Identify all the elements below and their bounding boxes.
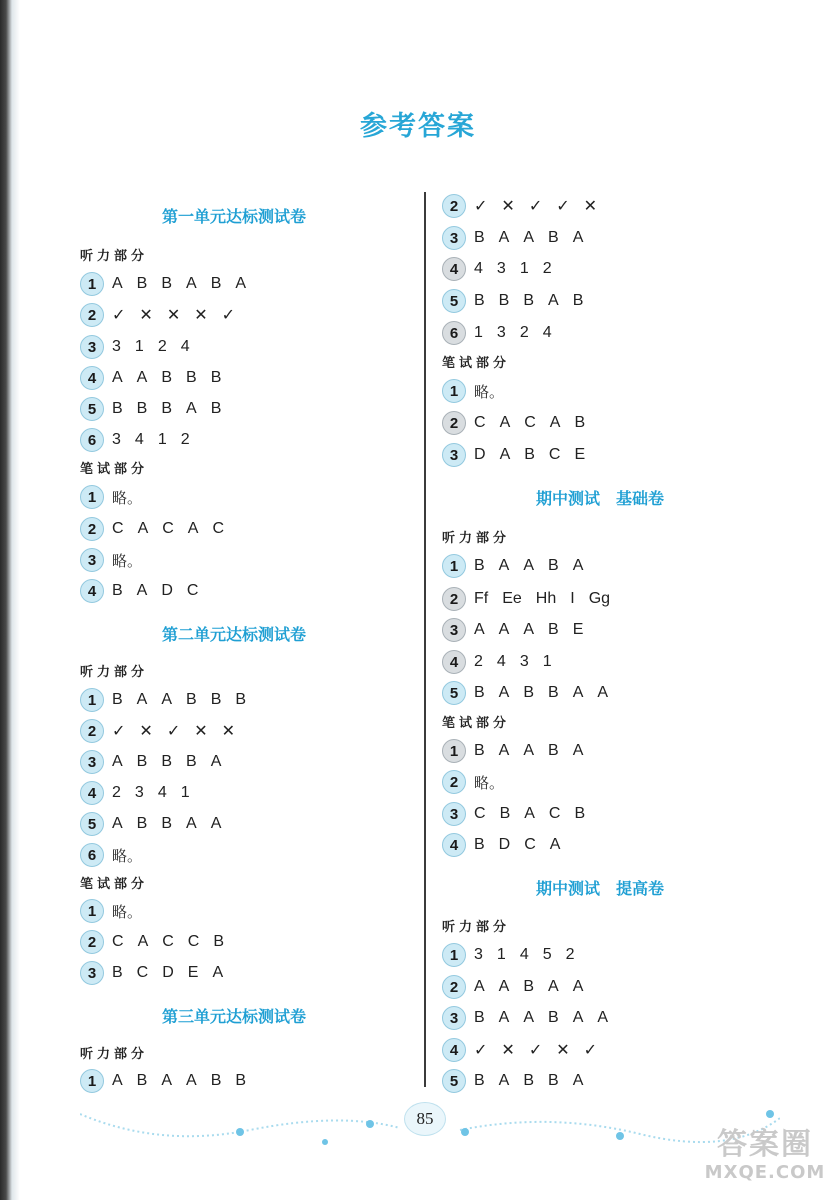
- answer-row: [80, 579, 212, 603]
- answer-text: 略。: [112, 551, 143, 570]
- answer-row: [80, 1069, 260, 1093]
- answer-row: [442, 975, 597, 999]
- question-number: 2: [442, 411, 466, 435]
- question-number: 3: [80, 335, 104, 359]
- answer-row: [80, 781, 204, 805]
- answer-items: A A B B B: [112, 369, 222, 386]
- answer-row: [442, 1069, 597, 1093]
- question-number: 5: [442, 1069, 466, 1093]
- answer-items: C A C A C: [112, 520, 225, 537]
- page-number: 85: [404, 1102, 446, 1136]
- answer-row: [80, 272, 260, 296]
- answer-items: B A A B A: [474, 742, 584, 759]
- answer-items: A B B A A: [112, 815, 222, 832]
- question-number: 4: [80, 579, 104, 603]
- answer-row: [442, 379, 504, 403]
- answer-items: A B B B A: [112, 753, 222, 770]
- answer-items: B A A B A: [474, 229, 584, 246]
- answer-items: B A B B A A: [474, 684, 609, 701]
- watermark: [700, 1128, 830, 1194]
- question-number: 4: [442, 650, 466, 674]
- answer-row: [442, 739, 597, 763]
- answer-row: [442, 587, 624, 611]
- listening-label: 听力部分: [80, 249, 149, 264]
- answer-row: [442, 257, 566, 281]
- question-number: 4: [442, 1038, 466, 1062]
- answer-row: [80, 719, 249, 743]
- question-number: 3: [80, 750, 104, 774]
- answer-row: [442, 411, 599, 435]
- answer-row: [80, 335, 204, 359]
- answer-text: 略。: [112, 488, 143, 507]
- answer-items: C A C A B: [474, 414, 586, 431]
- listening-label: 听力部分: [442, 531, 511, 546]
- answer-row: [442, 226, 597, 250]
- answer-row: [442, 321, 566, 345]
- question-number: 5: [442, 681, 466, 705]
- question-number: 1: [442, 739, 466, 763]
- section-title: 期中测试 提高卷: [536, 879, 665, 898]
- scan-edge: [0, 0, 20, 1200]
- question-number: 5: [80, 812, 104, 836]
- answer-text: 略。: [112, 902, 143, 921]
- question-number: 1: [80, 688, 104, 712]
- listening-label: 听力部分: [80, 1047, 149, 1062]
- section-title: 期中测试 基础卷: [536, 489, 665, 508]
- question-number: 4: [80, 366, 104, 390]
- watermark-logo-text: 答案圈: [717, 1127, 813, 1162]
- answer-row: [80, 688, 260, 712]
- answer-row: [80, 397, 235, 421]
- answer-row: [80, 517, 238, 541]
- question-number: 2: [80, 930, 104, 954]
- answer-items: 4 3 1 2: [474, 260, 552, 277]
- answer-items: 1 3 2 4: [474, 324, 552, 341]
- listening-label: 听力部分: [442, 920, 511, 935]
- question-number: 6: [80, 843, 104, 867]
- section-title: 第三单元达标测试卷: [162, 1007, 307, 1026]
- answer-row: [80, 930, 238, 954]
- listening-label: 听力部分: [80, 665, 149, 680]
- answer-row: [442, 554, 597, 578]
- answer-row: [442, 194, 611, 218]
- section-title: 第一单元达标测试卷: [162, 207, 307, 226]
- question-number: 1: [80, 1069, 104, 1093]
- answer-row: [80, 843, 142, 867]
- answer-items: B B B A B: [474, 292, 584, 309]
- answer-text: 略。: [112, 846, 143, 865]
- answer-row: [80, 548, 142, 572]
- answer-items: ✓ ✕ ✓ ✕ ✕: [112, 723, 236, 740]
- answer-row: [442, 1006, 622, 1030]
- answer-row: [442, 802, 599, 826]
- answer-row: [80, 366, 235, 390]
- answer-items: B A D C: [112, 582, 199, 599]
- answer-row: [442, 943, 589, 967]
- section-title: 第二单元达标测试卷: [162, 625, 307, 644]
- question-number: 1: [80, 272, 104, 296]
- answer-items: B A A B A A: [474, 1009, 609, 1026]
- answer-row: [442, 681, 622, 705]
- column-divider: [424, 192, 426, 1087]
- question-number: 2: [442, 194, 466, 218]
- answer-row: [442, 1038, 611, 1062]
- writing-label: 笔试部分: [442, 716, 511, 731]
- question-number: 1: [442, 554, 466, 578]
- question-number: 1: [442, 943, 466, 967]
- answer-items: B C D E A: [112, 964, 224, 981]
- writing-label: 笔试部分: [80, 462, 149, 477]
- question-number: 3: [442, 618, 466, 642]
- question-number: 3: [442, 226, 466, 250]
- answer-items: A B B A B A: [112, 275, 247, 292]
- answer-row: [80, 899, 142, 923]
- answer-items: B A A B A: [474, 557, 584, 574]
- question-number: 4: [442, 257, 466, 281]
- question-number: 2: [80, 303, 104, 327]
- writing-label: 笔试部分: [80, 877, 149, 892]
- answer-row: [442, 650, 566, 674]
- answer-items: B A B B A: [474, 1072, 584, 1089]
- page-title: 参考答案: [360, 111, 476, 142]
- question-number: 2: [80, 517, 104, 541]
- question-number: 1: [80, 899, 104, 923]
- answer-items: 3 4 1 2: [112, 431, 190, 448]
- answer-row: [442, 618, 597, 642]
- answer-row: [80, 750, 235, 774]
- answer-row: [80, 961, 237, 985]
- answer-items: 2 3 4 1: [112, 784, 190, 801]
- answer-items: B D C A: [474, 836, 561, 853]
- question-number: 1: [442, 379, 466, 403]
- answer-row: [80, 485, 142, 509]
- answer-text: 略。: [474, 773, 505, 792]
- answer-items: A A A B E: [474, 621, 584, 638]
- answer-row: [80, 303, 249, 327]
- question-number: 3: [442, 802, 466, 826]
- question-number: 6: [80, 428, 104, 452]
- answer-items: B B B A B: [112, 400, 222, 417]
- question-number: 5: [80, 397, 104, 421]
- question-number: 2: [442, 975, 466, 999]
- answer-items: B A A B B B: [112, 691, 247, 708]
- answer-items: ✓ ✕ ✓ ✕ ✓: [474, 1042, 598, 1059]
- answer-items: Ff Ee Hh I Gg: [474, 590, 611, 607]
- question-number: 4: [80, 781, 104, 805]
- answer-items: 3 1 2 4: [112, 338, 190, 355]
- watermark-url: MXQE.COM: [704, 1162, 826, 1183]
- answer-row: [442, 443, 599, 467]
- answer-items: 2 4 3 1: [474, 653, 552, 670]
- question-number: 3: [80, 961, 104, 985]
- question-number: 6: [442, 321, 466, 345]
- answer-row: [442, 289, 597, 313]
- answer-row: [80, 812, 235, 836]
- answer-items: 3 1 4 5 2: [474, 946, 575, 963]
- writing-label: 笔试部分: [442, 356, 511, 371]
- answer-items: ✓ ✕ ✕ ✕ ✓: [112, 307, 236, 324]
- answer-items: A A B A A: [474, 978, 584, 995]
- answer-items: C B A C B: [474, 805, 586, 822]
- answer-row: [442, 833, 574, 857]
- answer-items: D A B C E: [474, 446, 586, 463]
- question-number: 4: [442, 833, 466, 857]
- question-number: 3: [442, 1006, 466, 1030]
- answer-items: A B A A B B: [112, 1072, 247, 1089]
- question-number: 1: [80, 485, 104, 509]
- answer-row: [80, 428, 204, 452]
- answer-items: ✓ ✕ ✓ ✓ ✕: [474, 198, 598, 215]
- question-number: 2: [80, 719, 104, 743]
- answer-items: C A C C B: [112, 933, 225, 950]
- answer-text: 略。: [474, 382, 505, 401]
- question-number: 2: [442, 770, 466, 794]
- question-number: 3: [442, 443, 466, 467]
- question-number: 5: [442, 289, 466, 313]
- answer-row: [442, 770, 504, 794]
- question-number: 2: [442, 587, 466, 611]
- question-number: 3: [80, 548, 104, 572]
